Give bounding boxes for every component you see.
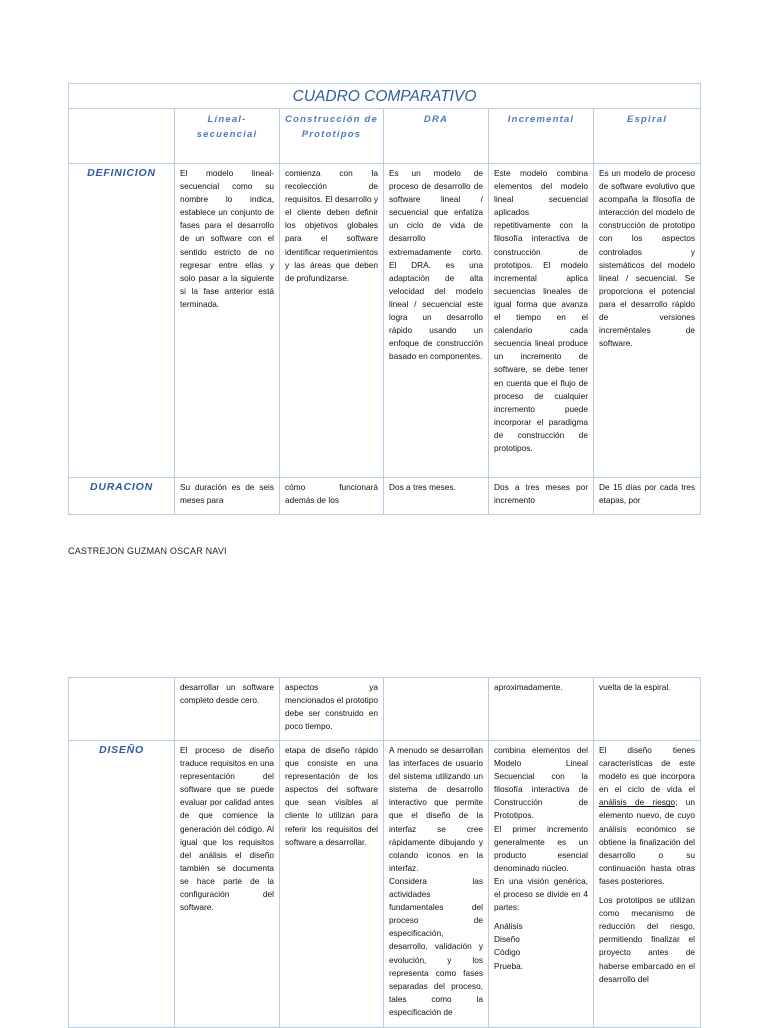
- diseno-incremental-paragraph-1: combina elementos del Modelo Lineal Secuencial con la filosofía interactiva de Construcción de Prototipos.: [494, 745, 588, 821]
- diseno-incremental-list-item: Prueba.: [494, 960, 524, 971]
- cell-continuation-label: [69, 678, 175, 741]
- cell-definicion-incremental: Este modelo combina elementos del modelo lineal secuencial aplicados repetitivamente con la filosofía interactiva de construcción de prototipos. El modelo incremental aplica secuencias lineales de igual forma que avanza el tiempo en el calendario cada secuencia lineal produce un incremento de software, se debe tener en cuenta que el flujo de proceso de cualquier incremento puede incorporar el paradigma de construcción de prototipos.: [489, 164, 594, 478]
- diseno-incremental-list-item: Código: [494, 947, 521, 958]
- row-definicion: [69, 164, 701, 478]
- diseno-dra-paragraph-2: Considera las actividades fundamentales del proceso de especificación, desarrollo, validación y evolución, y los representa como fases separadas del proceso, tales como la especificación de: [389, 875, 483, 1017]
- cell-duracion-espiral: De 15 días por cada tres etapas, por: [594, 478, 701, 515]
- diseno-dra-paragraph-1: A menudo se desarrollan las interfaces de usuario del sistema utilizando un sistema de desarrollo interactivo que permite que el diseño de la interfaz se cree rápidamente dibujando y colando iconos en la interfaz.: [389, 745, 483, 873]
- diseno-incremental-list-item: Diseño: [494, 934, 520, 945]
- cell-continuation-lineal: desarrollar un software completo desde cero.: [175, 678, 280, 741]
- cell-diseno-dra: [384, 741, 489, 1028]
- column-header-dra: DRA: [384, 109, 489, 164]
- diseno-espiral-paragraph-1: [599, 744, 695, 888]
- cell-diseno-prototipos: etapa de diseño rápido que consiste en una representación de los aspectos del software que sean visibles al cliente lo utilizan para referir los requisitos del software a desarrollar.: [280, 741, 384, 1028]
- analisis-de-riesgo-link[interactable]: análisis de riesgo: [599, 797, 676, 808]
- cell-duracion-prototipos: cómo funcionará además de los: [280, 478, 384, 515]
- row-header-duracion: DURACION: [69, 478, 175, 515]
- row-continuation: [69, 678, 701, 741]
- comparison-table-page-1: [68, 83, 701, 515]
- column-header-espiral: Espiral: [594, 109, 701, 164]
- cell-definicion-dra: Es un modelo de proceso de desarrollo de software lineal / secuencial que enfatiza un ciclo de vida de desarrollo extremadamente corto. El DRA. es una adaptación de alta velocidad del modelo lineal / secuencial este logra un desarrollo rápido usando un enfoque de construcción basado en componentes.: [384, 164, 489, 478]
- column-header-incremental: Incremental: [489, 109, 594, 164]
- diseno-espiral-paragraph-2: Los prototipos se utilizan como mecanismo de reducción del riesgo, permitiendo finalizar el proyecto antes de haberse embarcado en el desarrollo del: [599, 895, 695, 984]
- cell-duracion-incremental: Dos a tres meses por incremento: [489, 478, 594, 515]
- espiral-text-b: ; un elemento nuevo, de cuyo análisis económico se obtiene la finalización del desarrollo o su continuación hasta otras fases posteriores.: [599, 797, 695, 886]
- cell-duracion-lineal: Su duración es de seis meses para: [175, 478, 280, 515]
- diseno-incremental-paragraph-2: El primer incremento generalmente es un producto esencial denominado núcleo.: [494, 823, 588, 873]
- cell-duracion-dra: Dos a tres meses.: [384, 478, 489, 515]
- cell-definicion-espiral: Es un modelo de proceso de software evolutivo que acompaña la filosofía de interacción del modelo de construcción de prototipo con los aspectos controlados y sistemáticos del modelo lineal / secuencial. Se proporciona el potencial para el desarrollo rápido de versiones increméntales de software.: [594, 164, 701, 478]
- empty-corner-cell: [69, 109, 175, 164]
- cell-definicion-lineal: El modelo lineal-secuencial como su nombre lo indica, establece un conjunto de fases para el desarrollo de un software con el sentido estricto de no regresar entre ellas y solo pasar a la siguiente si la fase anterior está terminada.: [175, 164, 280, 478]
- cell-diseno-lineal: El proceso de diseño traduce requisitos en una representación del software que se puede evaluar por calidad antes de que comience la generación del código. Al igual que los requisitos del análisis el diseño también se documenta se hace parte de la configuración del software.: [175, 741, 280, 1028]
- cell-continuation-prototipos: aspectos ya mencionados el prototipo debe ser construido en poco tiempo.: [280, 678, 384, 741]
- cell-definicion-prototipos: comienza con la recolección de requisitos. El desarrollo y el cliente deben definir los objetivos globales para el software identificar requerimientos y las áreas que deben de profundizarse.: [280, 164, 384, 478]
- row-duracion: [69, 478, 701, 515]
- column-header-prototipos: Construcción de Prototipos: [280, 109, 384, 164]
- cell-diseno-incremental: [489, 741, 594, 1028]
- cell-continuation-incremental: aproximadamente.: [489, 678, 594, 741]
- table-title: CUADRO COMPARATIVO: [69, 84, 701, 109]
- diseno-incremental-paragraph-3: En una visión genérica, el proceso se divide en 4 partes:: [494, 875, 588, 913]
- cell-diseno-espiral: [594, 741, 701, 1028]
- cell-continuation-dra: [384, 678, 489, 741]
- diseno-incremental-list-item: Análisis: [494, 921, 523, 932]
- row-diseno: [69, 741, 701, 1028]
- row-header-definicion: DEFINICION: [69, 164, 175, 478]
- espiral-text-a: El diseño tienes características de este modelo es que incorpora en el ciclo de vida el: [599, 745, 695, 795]
- row-header-diseno: DISEÑO: [69, 741, 175, 1028]
- comparison-table-page-2: [68, 677, 701, 1028]
- column-header-lineal: Lineal-secuencial: [175, 109, 280, 164]
- author-name-footer: CASTREJON GUZMAN OSCAR NAVI: [68, 546, 227, 556]
- cell-continuation-espiral: vuelta de la espiral.: [594, 678, 701, 741]
